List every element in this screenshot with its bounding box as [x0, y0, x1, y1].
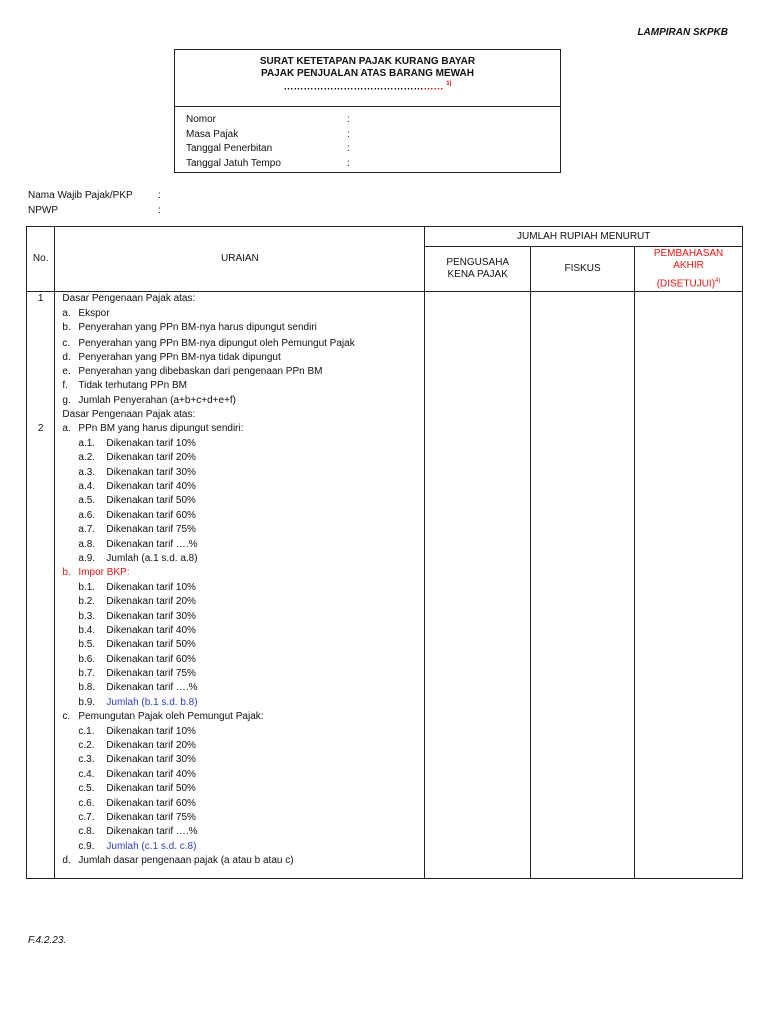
col-akhir-header: [635, 247, 743, 292]
item-label: c.1.: [78, 725, 95, 737]
item-text: Dikenakan tarif 30%: [106, 754, 196, 766]
field-colon: :: [347, 114, 350, 125]
list-item: [62, 825, 424, 839]
item-label: c.4.: [78, 768, 95, 780]
field-nomor: [186, 114, 350, 129]
item-text: Dikenakan tarif 50%: [106, 783, 196, 795]
lampiran-label: LAMPIRAN SKPKB: [637, 27, 728, 38]
item-label: b.: [62, 567, 71, 579]
tax-table: [26, 226, 743, 879]
item-label: c.: [62, 711, 71, 723]
field-label: Nama Wajib Pajak/PKP: [28, 190, 133, 201]
col-pkp-line2: KENA PAJAK: [447, 269, 508, 281]
list-item: [62, 782, 424, 796]
item-text: Impor BKP:: [78, 567, 130, 579]
item-text: Dikenakan tarif 20%: [106, 740, 196, 752]
item-text: Dikenakan tarif 60%: [106, 653, 196, 665]
table-header-row: [27, 227, 743, 247]
field-label: Masa Pajak: [186, 128, 239, 140]
item-label: b.6.: [78, 653, 96, 665]
item-text: Dikenakan tarif 10%: [106, 437, 196, 449]
item-text: Jumlah (c.1 s.d. c.8): [106, 840, 197, 852]
field-label: Tanggal Penerbitan: [186, 143, 273, 154]
item-label: b.5.: [78, 639, 96, 651]
list-item: [62, 379, 424, 393]
list-item: [62, 466, 424, 480]
subsection-c-total: [62, 840, 424, 854]
field-colon: :: [158, 190, 161, 201]
item-text: Dikenakan tarif 40%: [106, 481, 196, 493]
list-item: [62, 394, 424, 408]
item-text: Penyerahan yang dibebaskan dari pengenaan PPn BM: [78, 365, 323, 377]
field-label: NPWP: [28, 205, 58, 216]
item-text: Dikenakan tarif ….%: [106, 538, 198, 550]
item-text: Ekspor: [78, 307, 110, 319]
list-item: [62, 753, 424, 767]
list-item: [62, 321, 424, 335]
item-label: g.: [62, 394, 71, 406]
item-text: Tidak terhutang PPn BM: [78, 380, 187, 392]
subsection-d-title: [62, 854, 424, 868]
field-masa-pajak: [186, 128, 350, 144]
list-item: [62, 480, 424, 494]
item-label: b.4.: [78, 624, 96, 636]
col-akhir-text: (DISETUJUI): [656, 278, 716, 290]
list-item: [62, 610, 424, 624]
item-label: b.9.: [78, 696, 96, 708]
item-text: Jumlah (b.1 s.d. b.8): [106, 696, 198, 708]
document-title-block: [175, 50, 560, 107]
dots-red: ……: [423, 81, 444, 93]
item-text: Dikenakan tarif 60%: [106, 509, 196, 521]
field-nama-wajib-pajak: [28, 190, 161, 201]
item-label: a.3.: [78, 466, 96, 478]
item-label: a.9.: [78, 552, 96, 564]
item-text: Dikenakan tarif 75%: [106, 812, 196, 823]
akhir-amount-column: [635, 292, 743, 879]
item-label: d.: [62, 855, 71, 867]
field-colon: :: [158, 205, 161, 216]
subsection-b-total: [62, 696, 424, 710]
item-label: c.5.: [78, 783, 95, 795]
row-number-1: 1: [37, 293, 44, 305]
item-label: a.: [62, 423, 71, 435]
list-item: [62, 739, 424, 753]
item-text: Jumlah (a.1 s.d. a.8): [106, 552, 198, 564]
list-item: [62, 365, 424, 379]
uraian-column: [55, 292, 425, 879]
col-no-header: No.: [27, 227, 55, 292]
list-item: [62, 538, 424, 552]
item-label: a.2.: [78, 452, 96, 464]
item-label: b.7.: [78, 668, 96, 680]
item-text: Dikenakan tarif 75%: [106, 668, 196, 680]
list-item: [62, 336, 424, 351]
section-1-title: Dasar Pengenaan Pajak atas:: [62, 293, 196, 305]
item-text: Jumlah Penyerahan (a+b+c+d+e+f): [78, 394, 237, 406]
no-column: [27, 292, 55, 879]
col-akhir-line2: AKHIR: [673, 260, 704, 271]
item-text: Dikenakan tarif 75%: [106, 524, 196, 536]
item-label: a.8.: [78, 538, 96, 550]
item-text: Penyerahan yang PPn BM-nya harus dipungut sendiri: [78, 322, 317, 334]
table-body-row: [27, 292, 743, 879]
field-label: Nomor: [186, 114, 217, 125]
item-label: c.2.: [78, 740, 95, 752]
col-fiskus-header: FISKUS: [531, 247, 635, 292]
list-item: [62, 523, 424, 537]
list-item: [62, 725, 424, 739]
item-label: a.6.: [78, 509, 96, 521]
row-number-2: 2: [37, 422, 44, 434]
list-item: [62, 451, 424, 465]
item-text: PPn BM yang harus dipungut sendiri:: [78, 423, 244, 435]
section-2-title: Dasar Pengenaan Pajak atas:: [62, 409, 196, 421]
subsection-c-title: [62, 710, 424, 724]
subsection-b-items: [62, 581, 424, 696]
document-title-line1: SURAT KETETAPAN PAJAK KURANG BAYAR: [259, 56, 476, 67]
field-colon: :: [347, 128, 350, 140]
col-uraian-header: URAIAN: [55, 227, 425, 292]
item-label: c.9.: [78, 840, 95, 852]
pkp-amount-column: [425, 292, 531, 879]
form-code: F.4.2.23.: [28, 935, 67, 946]
item-text: Dikenakan tarif 40%: [106, 624, 196, 636]
list-item: [62, 667, 424, 681]
list-item: [62, 681, 424, 695]
field-label: Tanggal Jatuh Tempo: [186, 157, 281, 169]
spacer: [27, 307, 54, 422]
item-text: Pemungutan Pajak oleh Pemungut Pajak:: [78, 711, 264, 723]
item-label: c.8.: [78, 826, 95, 838]
list-item: [62, 307, 424, 321]
col-akhir-line3: [636, 275, 741, 290]
header-fields: [186, 114, 350, 172]
subsection-a-title: [62, 422, 424, 436]
item-text: Dikenakan tarif 50%: [106, 495, 196, 507]
item-text: Dikenakan tarif 10%: [106, 581, 196, 593]
item-text: Penyerahan yang PPn BM-nya dipungut oleh Pemungut Pajak: [78, 337, 355, 349]
footnote-1: 1): [446, 81, 452, 87]
item-label: a.7.: [78, 524, 96, 536]
list-item: [62, 437, 424, 451]
item-text: Jumlah dasar pengenaan pajak (a atau b atau c): [78, 855, 294, 867]
list-item: [62, 768, 424, 782]
list-item: [62, 797, 424, 811]
item-text: Dikenakan tarif 30%: [106, 466, 196, 478]
item-label: b.2.: [78, 596, 96, 608]
col-akhir-line1: PEMBAHASAN: [653, 248, 724, 259]
item-label: a.4.: [78, 481, 96, 493]
subsection-b-title: [62, 566, 424, 580]
item-label: b.1.: [78, 581, 96, 593]
field-tanggal-penerbitan: [186, 143, 350, 158]
list-item: [62, 581, 424, 595]
item-text: Dikenakan tarif ….%: [106, 682, 198, 694]
field-tanggal-jatuh-tempo: [186, 157, 350, 173]
item-label: c.3.: [78, 754, 95, 766]
item-text: Dikenakan tarif 20%: [106, 452, 196, 464]
item-label: b.: [62, 322, 71, 334]
list-item: [62, 351, 424, 365]
item-text: Dikenakan tarif ….%: [106, 826, 198, 838]
list-item: [62, 494, 424, 508]
list-item: [62, 509, 424, 523]
dots-black: ……………………………………: [283, 81, 424, 93]
item-label: a.5.: [78, 495, 96, 507]
item-label: e.: [62, 365, 71, 377]
footnote-4: 4): [715, 278, 721, 284]
item-text: Dikenakan tarif 40%: [106, 768, 196, 780]
field-colon: :: [347, 143, 350, 154]
item-label: b.3.: [78, 610, 96, 622]
field-colon: :: [347, 157, 350, 169]
item-label: d.: [62, 351, 71, 363]
col-pkp-line1: PENGUSAHA: [446, 257, 510, 269]
item-label: a.1.: [78, 437, 96, 449]
subsection-c-items: [62, 725, 424, 840]
item-text: Dikenakan tarif 60%: [106, 797, 196, 809]
subsection-a-items: [62, 437, 424, 567]
item-text: Penyerahan yang PPn BM-nya tidak dipungut: [78, 351, 281, 363]
document-header-box: [174, 49, 561, 173]
item-label: c.6.: [78, 797, 95, 809]
item-label: f.: [62, 380, 68, 392]
title-placeholder-dots: [175, 81, 560, 92]
item-text: Dikenakan tarif 10%: [106, 725, 196, 737]
list-item: [62, 624, 424, 638]
field-npwp: [28, 205, 161, 216]
list-item: [62, 595, 424, 609]
item-text: Dikenakan tarif 20%: [106, 596, 196, 608]
item-text: Dikenakan tarif 50%: [106, 639, 196, 651]
list-item: [62, 552, 424, 566]
col-pkp-header: [425, 247, 531, 292]
list-item: [62, 811, 424, 825]
item-label: c.7.: [78, 812, 95, 823]
item-label: c.: [62, 337, 71, 349]
item-label: b.8.: [78, 682, 96, 694]
document-title-line2: PAJAK PENJUALAN ATAS BARANG MEWAH: [261, 68, 474, 79]
item-label: a.: [62, 307, 71, 319]
fiskus-amount-column: [531, 292, 635, 879]
item-text: Dikenakan tarif 30%: [106, 610, 196, 622]
list-item: [62, 653, 424, 667]
col-group-header: JUMLAH RUPIAH MENURUT: [425, 227, 743, 247]
list-item: [62, 638, 424, 652]
